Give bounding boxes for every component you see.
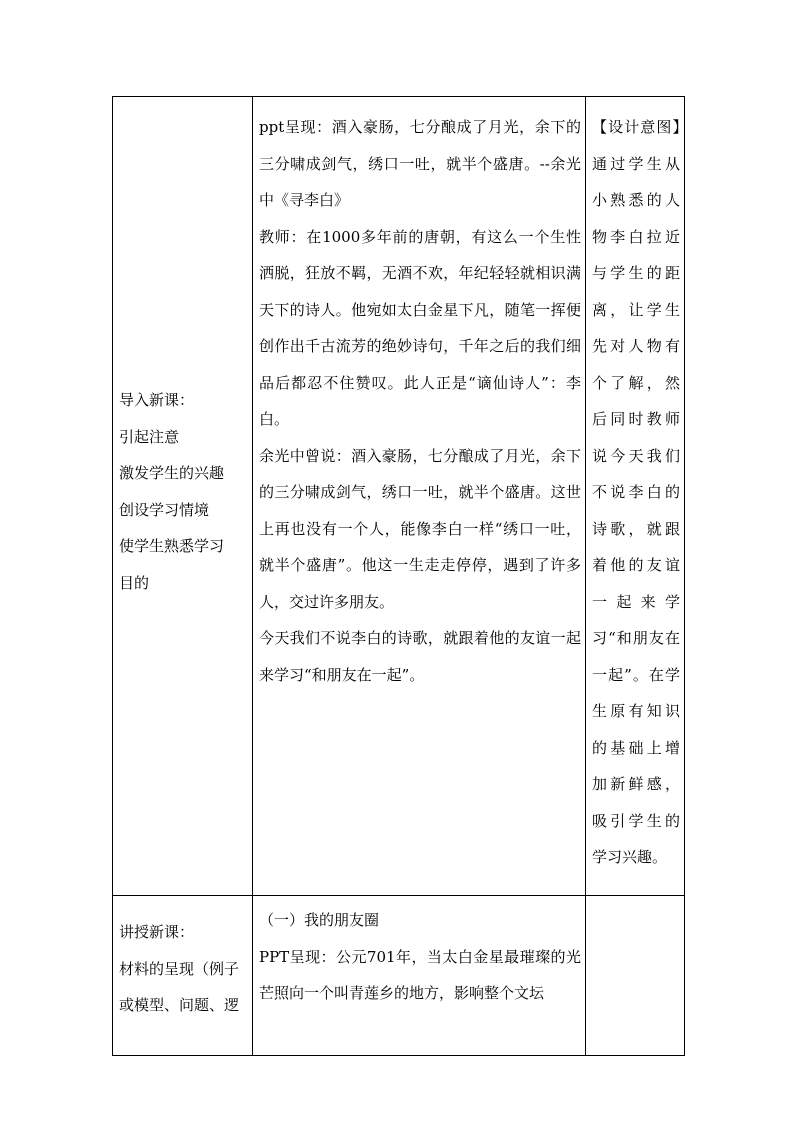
lesson-plan-table: [112, 96, 685, 1056]
content-cell-teach: [253, 896, 586, 1056]
content-paragraph: （一）我的朋友圈: [259, 911, 380, 929]
stage-line: 使学生熟悉学习: [119, 537, 225, 555]
design-intent-cell-intro: [586, 97, 685, 896]
design-intent-text: 【设计意图】通过学生从小熟悉的人物李白拉近与学生的距离，让学生先对人物有个了解，然后同时教师说今天我们不说李白的诗歌，就跟着他的友谊一起来学习“和朋友在一起”。在学生原有知识的基础上增加新鲜感，吸引学生的学习兴趣。: [592, 118, 680, 866]
stage-cell-teach: [113, 896, 253, 1056]
stage-label-intro: [119, 382, 248, 601]
stage-line: 讲授新课：: [119, 923, 195, 941]
stage-line: 导入新课：: [119, 391, 195, 409]
stage-line: 引起注意: [119, 427, 180, 446]
content-paragraph: ppt呈现：酒入豪肠，七分酿成了月光，余下的三分啸成剑气，绣口一吐，就半个盛唐。--余光中《寻李白》: [259, 118, 581, 209]
stage-line: 创设学习情境: [119, 500, 210, 519]
stage-cell-intro: [113, 97, 253, 896]
content-paragraph: 余光中曾说：酒入豪肠，七分酿成了月光，余下的三分啸成剑气，绣口一吐，就半个盛唐。这世上再也没有一个人，能像李白一样“绣口一吐，就半个盛唐”。他这一生走走停停，遇到了许多人，交过许多朋友。: [259, 446, 581, 611]
table-row-intro: [113, 97, 685, 896]
content-paragraph: PPT呈现：公元701年，当太白金星最璀璨的光芒照向一个叫青莲乡的地方，影响整个文坛: [259, 947, 581, 1002]
stage-line: 目的: [119, 573, 150, 592]
stage-line: 材料的呈现（例子: [119, 959, 240, 978]
table-row-teach: [113, 896, 685, 1056]
content-cell-intro: [253, 97, 586, 896]
content-paragraph: 教师：在1000多年前的唐朝，有这么一个生性洒脱，狂放不羁，无酒不欢，年纪轻轻就相识满天下的诗人。他宛如太白金星下凡，随笔一挥便创作出千古流芳的绝妙诗句，千年之后的我们细品后都忍不住赞叹。此人正是“谪仙诗人”：李白。: [259, 227, 581, 428]
design-intent-cell-teach: [586, 896, 685, 1056]
stage-line: 激发学生的兴趣: [119, 464, 225, 482]
stage-line: 或模型、问题、逻: [119, 996, 240, 1014]
content-paragraph: 今天我们不说李白的诗歌，就跟着他的友谊一起来学习“和朋友在一起”。: [259, 629, 581, 684]
